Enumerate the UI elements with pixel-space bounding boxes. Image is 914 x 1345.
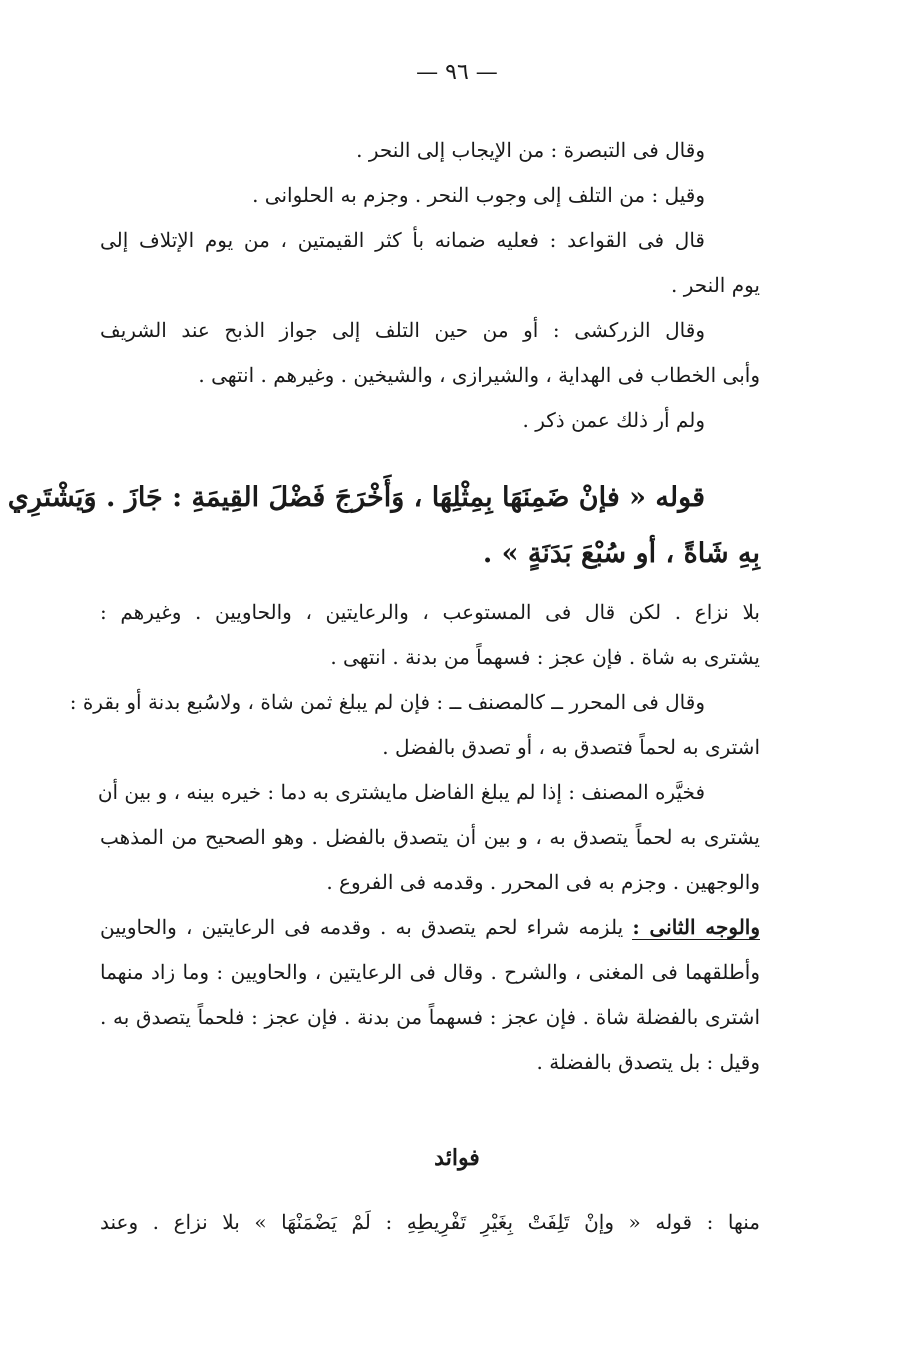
- text-line: اشترى به لحماً فتصدق به ، أو تصدق بالفضل .: [382, 735, 760, 759]
- text-line: وقال فى التبصرة : من الإيجاب إلى النحر .: [356, 138, 705, 162]
- second-view-label: والوجه الثانى :: [632, 915, 761, 939]
- text-line: يشترى به لحماً يتصدق به ، و بين أن يتصدق بالفضل . وهو الصحيح من المذهب: [100, 825, 760, 849]
- text-block-upper: [100, 128, 760, 443]
- page-number: — ٩٦ —: [416, 60, 498, 85]
- text-line: [100, 905, 760, 950]
- text-block-lower: [69, 590, 761, 1085]
- text-line: يوم النحر .: [671, 273, 760, 297]
- quoted-text-block: [7, 470, 760, 582]
- text-line: بلا نزاع . لكن قال فى المستوعب ، والرعايتين ، والحاويين . وغيرهم :: [100, 600, 760, 624]
- text-line: وقال فى المحرر ــ كالمصنف ــ : فإن لم يبلغ ثمن شاة ، ولاسُبع بدنة أو بقرة :: [69, 690, 705, 714]
- quote-line: بِهِ شَاةً ، أو سُبْعَ بَدَنَةٍ » .: [482, 538, 760, 569]
- section-heading: فوائد: [434, 1145, 480, 1171]
- text-line: وقال الزركشى : أو من حين التلف إلى جواز الذبح عند الشريف: [100, 318, 705, 342]
- text-line: والوجهين . وجزم به فى المحرر . وقدمه فى الفروع .: [326, 870, 760, 894]
- text-line: وقيل : من التلف إلى وجوب النحر . وجزم به الحلوانى .: [252, 183, 705, 207]
- text-block-fawaid: [100, 1200, 760, 1245]
- text-line: اشترى بالفضلة شاة . فإن عجز : فسهماً من بدنة . فإن عجز : فلحماً يتصدق به .: [100, 1005, 760, 1029]
- text-line: وأبى الخطاب فى الهداية ، والشيرازى ، والشيخين . وغيرهم . انتهى .: [198, 363, 760, 387]
- quote-line: قوله « فإنْ ضَمِنَهَا بِمِثْلِهَا ، وَأَخْرَجَ فَضْلَ القِيمَةِ : جَازَ . وَيَشْتَرِي: [7, 482, 705, 513]
- text-line: يشترى به شاة . فإن عجز : فسهماً من بدنة . انتهى .: [330, 645, 760, 669]
- text-line: قال فى القواعد : فعليه ضمانه بأ كثر القيمتين ، من يوم الإتلاف إلى: [100, 228, 705, 252]
- text-line: منها : قوله « وإنْ تَلِفَتْ بِغَيْرِ تَفْرِيطِهِ : لَمْ يَضْمَنْهَا » بلا نزاع . وعند: [100, 1210, 760, 1234]
- text-line: وقيل : بل يتصدق بالفضلة .: [536, 1050, 760, 1074]
- text-line: فخيَّره المصنف : إذا لم يبلغ الفاضل مايشترى به دما : خيره بينه ، و بين أن: [97, 780, 705, 804]
- text-line-rest: يلزمه شراء لحم يتصدق به . وقدمه فى الرعايتين ، والحاويين: [100, 915, 624, 939]
- text-line: ولم أر ذلك عمن ذكر .: [522, 408, 705, 432]
- text-line: وأطلقهما فى المغنى ، والشرح . وقال فى الرعايتين ، والحاويين : وما زاد منهما: [100, 960, 760, 984]
